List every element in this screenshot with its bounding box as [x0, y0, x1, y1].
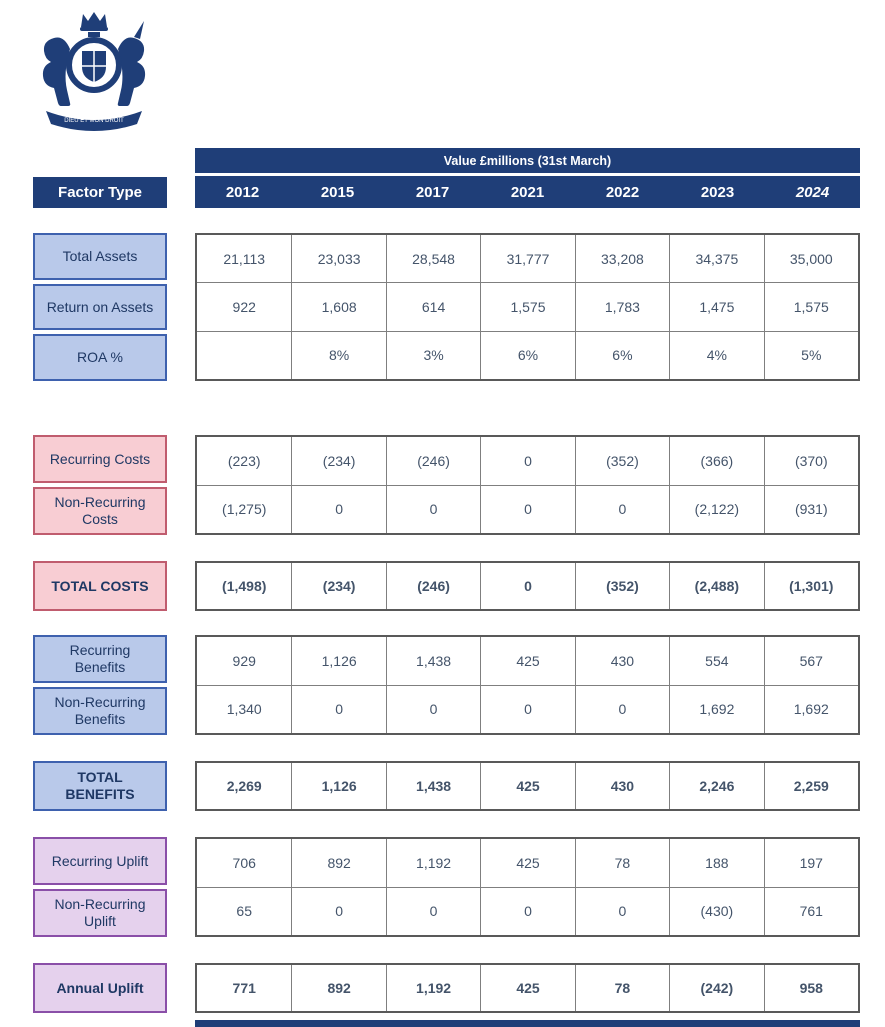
total-benefits-labels	[33, 761, 167, 811]
value-cell: 3%	[386, 332, 480, 379]
value-cell: 1,575	[764, 283, 858, 330]
value-cell: 188	[669, 839, 763, 887]
logo-motto-text: DIEU ET MON DROIT	[64, 118, 124, 124]
value-cell: 706	[232, 854, 256, 871]
unicorn-supporter-icon	[118, 37, 145, 106]
value-cell: 31,777	[480, 235, 574, 282]
value-cell: 6%	[480, 332, 574, 379]
value-cell: (352)	[575, 563, 669, 609]
benefits-data-box	[195, 635, 860, 735]
value-cell: 34,375	[669, 235, 763, 282]
row-label-recurring-benefits: Recurring Benefits	[33, 635, 167, 683]
value-cell: 430	[575, 637, 669, 685]
value-cell: (2,122)	[669, 486, 763, 534]
value-cell: 958	[764, 965, 858, 1011]
value-cell: 0	[480, 888, 574, 936]
annual-uplift-group	[33, 963, 860, 1013]
value-cell: 425	[480, 637, 574, 685]
value-cell: (1,301)	[764, 563, 858, 609]
factor-type-header: Factor Type	[33, 177, 167, 208]
value-cell: 0	[386, 888, 480, 936]
value-cell: 761	[764, 888, 858, 936]
table-row	[197, 887, 858, 936]
value-cell: (352)	[575, 437, 669, 485]
value-cell: (246)	[386, 437, 480, 485]
value-cell: (370)	[764, 437, 858, 485]
table-row	[197, 282, 858, 330]
value-cell: 1,126	[291, 763, 385, 809]
value-cell: 197	[764, 839, 858, 887]
value-cell: 0	[480, 486, 574, 534]
value-cell: 1,692	[764, 686, 858, 734]
value-cell: 0	[575, 486, 669, 534]
value-cell: 425	[480, 763, 574, 809]
value-cell: 929	[232, 652, 256, 669]
value-cell: 892	[291, 965, 385, 1011]
table-header	[33, 148, 860, 208]
row-label-recurring-uplift: Recurring Uplift	[33, 837, 167, 885]
year-header: 2012	[225, 183, 260, 201]
crown-icon	[81, 12, 107, 27]
total-costs-group	[33, 561, 860, 611]
year-header: 2024	[795, 183, 830, 201]
total-costs-labels	[33, 561, 167, 611]
value-cell: 554	[669, 637, 763, 685]
row-label-total-costs: TOTAL COSTS	[33, 561, 167, 611]
value-cell: 0	[480, 437, 574, 485]
value-cell: (234)	[291, 437, 385, 485]
year-header: 2023	[700, 183, 735, 201]
value-cell: (1,498)	[222, 578, 267, 594]
value-cell: (931)	[764, 486, 858, 534]
uplift-data-box	[195, 837, 860, 937]
value-cell: 1,192	[386, 965, 480, 1011]
year-header: 2022	[605, 183, 640, 201]
value-cell: (242)	[669, 965, 763, 1011]
value-cell: 1,608	[291, 283, 385, 330]
table-row	[197, 685, 858, 734]
value-cell: (223)	[227, 452, 261, 469]
value-cell: 1,340	[226, 701, 262, 718]
value-cell: 425	[480, 965, 574, 1011]
row-label-non-recurring-uplift: Non-Recurring Uplift	[33, 889, 167, 937]
table-row	[197, 839, 858, 887]
value-cell: 0	[291, 486, 385, 534]
header-left-column	[33, 148, 167, 208]
table-row	[197, 563, 858, 609]
uplift-group	[33, 837, 860, 937]
value-cell: 78	[575, 965, 669, 1011]
value-cell: (1,275)	[222, 501, 267, 518]
assets-data-box	[195, 233, 860, 381]
table-row	[197, 331, 858, 379]
value-cell: 0	[480, 686, 574, 734]
value-cell: 0	[291, 888, 385, 936]
header-right-column	[195, 148, 860, 208]
total-benefits-group	[33, 761, 860, 811]
value-cell: 5%	[764, 332, 858, 379]
year-header: 2015	[320, 183, 355, 201]
row-label-total-assets: Total Assets	[33, 233, 167, 280]
annual-uplift-data-box	[195, 963, 860, 1013]
benefits-labels	[33, 635, 167, 735]
value-cell: 430	[575, 763, 669, 809]
lion-supporter-icon	[43, 37, 70, 106]
table-row	[197, 965, 858, 1011]
value-cell: 425	[480, 839, 574, 887]
table-content	[33, 148, 860, 1027]
value-cell: 1,126	[291, 637, 385, 685]
value-cell: 771	[232, 980, 256, 996]
costs-data-box	[195, 435, 860, 535]
value-cell: 1,192	[386, 839, 480, 887]
value-cell: 2,269	[226, 778, 262, 794]
annual-uplift-labels	[33, 963, 167, 1013]
value-cell: 0	[575, 686, 669, 734]
row-label-roa-percent: ROA %	[33, 334, 167, 381]
value-cell: 1,438	[386, 763, 480, 809]
value-cell: 1,438	[386, 637, 480, 685]
next-section-header-partial	[195, 1020, 860, 1027]
table-row	[197, 437, 858, 485]
value-cell: 33,208	[575, 235, 669, 282]
value-cell: 8%	[291, 332, 385, 379]
value-cell: 1,475	[669, 283, 763, 330]
value-cell	[197, 332, 291, 379]
value-cell: 1,575	[480, 283, 574, 330]
costs-group	[33, 435, 860, 535]
value-cell: 614	[386, 283, 480, 330]
assets-group	[33, 233, 860, 381]
total-benefits-data-box	[195, 761, 860, 811]
value-cell: (430)	[669, 888, 763, 936]
row-label-non-recurring-benefits: Non-Recurring Benefits	[33, 687, 167, 735]
value-cell: (234)	[291, 563, 385, 609]
value-cell: 6%	[575, 332, 669, 379]
table-row	[197, 637, 858, 685]
value-cell: (2,488)	[669, 563, 763, 609]
year-header: 2021	[510, 183, 545, 201]
value-cell: 65	[236, 903, 252, 920]
value-cell: 1,692	[669, 686, 763, 734]
years-header-row	[195, 176, 860, 208]
value-cell: 1,783	[575, 283, 669, 330]
total-costs-data-box	[195, 561, 860, 611]
value-cell: 892	[291, 839, 385, 887]
value-cell: 35,000	[764, 235, 858, 282]
royal-coat-of-arms-logo	[30, 4, 158, 136]
value-cell: 0	[386, 486, 480, 534]
value-cell: 78	[575, 839, 669, 887]
value-cell: 567	[764, 637, 858, 685]
uplift-labels	[33, 837, 167, 937]
value-cell: 0	[386, 686, 480, 734]
value-cell: 0	[575, 888, 669, 936]
value-cell: 0	[480, 563, 574, 609]
benefits-group	[33, 635, 860, 735]
table-row	[197, 235, 858, 282]
costs-labels	[33, 435, 167, 535]
value-cell: 4%	[669, 332, 763, 379]
value-cell: 28,548	[386, 235, 480, 282]
value-cell: 23,033	[291, 235, 385, 282]
value-cell: 2,246	[669, 763, 763, 809]
year-header: 2017	[415, 183, 450, 201]
row-label-return-on-assets: Return on Assets	[33, 284, 167, 331]
value-cell: 0	[291, 686, 385, 734]
row-label-recurring-costs: Recurring Costs	[33, 435, 167, 483]
table-row	[197, 485, 858, 534]
value-cell: (366)	[669, 437, 763, 485]
row-label-non-recurring-costs: Non-Recurring Costs	[33, 487, 167, 535]
value-cell: 922	[232, 298, 256, 315]
row-label-total-benefits: TOTAL BENEFITS	[33, 761, 167, 811]
row-label-annual-uplift: Annual Uplift	[33, 963, 167, 1013]
table-title-bar: Value £millions (31st March)	[195, 148, 860, 173]
value-cell: 21,113	[223, 250, 266, 267]
table-row	[197, 763, 858, 809]
value-cell: 2,259	[764, 763, 858, 809]
assets-labels	[33, 233, 167, 381]
value-cell: (246)	[386, 563, 480, 609]
